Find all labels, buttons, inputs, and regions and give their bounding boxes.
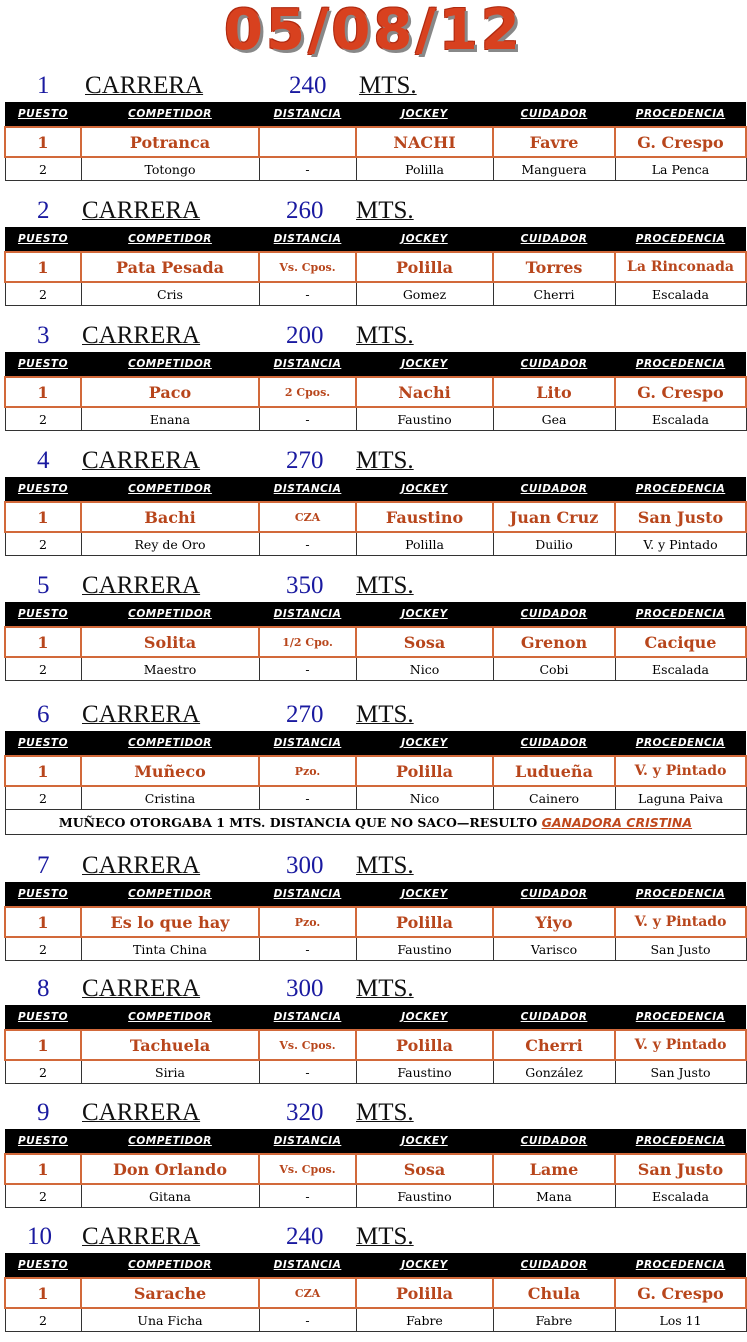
runner-up-cell-distancia: -	[259, 407, 356, 431]
winner-row	[5, 127, 746, 157]
column-header-competidor: COMPETIDOR	[81, 731, 259, 756]
winner-cell-procedencia: Cacique	[615, 627, 746, 657]
runner-up-cell-distancia: -	[259, 937, 356, 961]
race-label: CARRERA	[82, 1223, 201, 1250]
race-distance: 300	[286, 852, 324, 879]
winner-cell-jockey: Polilla	[356, 756, 493, 786]
column-header-distancia: DISTANCIA	[259, 102, 356, 127]
race-header	[0, 850, 747, 882]
winner-cell-distancia: Vs. Cpos.	[259, 1154, 356, 1184]
winner-cell-cuidador: Favre	[493, 127, 615, 157]
results-table	[4, 477, 747, 556]
column-header-puesto: PUESTO	[5, 1129, 81, 1154]
race-label: CARRERA	[82, 197, 201, 224]
runner-up-row	[5, 157, 746, 181]
winner-cell-puesto: 1	[5, 127, 81, 157]
winner-cell-cuidador: Cherri	[493, 1030, 615, 1060]
winner-cell-puesto: 1	[5, 1154, 81, 1184]
race-distance-unit: MTS.	[356, 701, 414, 728]
winner-cell-jockey: Sosa	[356, 1154, 493, 1184]
winner-row	[5, 627, 746, 657]
winner-row	[5, 1154, 746, 1184]
winner-cell-procedencia: G. Crespo	[615, 1278, 746, 1308]
winner-cell-competidor: Don Orlando	[81, 1154, 259, 1184]
winner-cell-puesto: 1	[5, 907, 81, 937]
runner-up-cell-competidor: Una Ficha	[81, 1308, 259, 1332]
column-header-procedencia: PROCEDENCIA	[615, 731, 746, 756]
race-distance: 300	[286, 975, 324, 1002]
results-table	[4, 602, 747, 681]
race-distance: 270	[286, 701, 324, 728]
results-table	[4, 1253, 747, 1332]
header-row	[5, 477, 746, 502]
race-distance: 200	[286, 322, 324, 349]
column-header-jockey: JOCKEY	[356, 1005, 493, 1030]
winner-cell-competidor: Solita	[81, 627, 259, 657]
note-text: MUÑECO OTORGABA 1 MTS. DISTANCIA QUE NO SACO—RESULTO	[58, 814, 542, 830]
runner-up-row	[5, 657, 746, 681]
race-section	[0, 570, 747, 677]
runner-up-cell-competidor: Maestro	[81, 657, 259, 681]
winner-cell-distancia: CZA	[259, 502, 356, 532]
race-label: CARRERA	[82, 852, 201, 879]
race-section	[0, 195, 747, 302]
runner-up-row	[5, 407, 746, 431]
column-header-puesto: PUESTO	[5, 602, 81, 627]
column-header-puesto: PUESTO	[5, 102, 81, 127]
runner-up-row	[5, 786, 746, 810]
runner-up-cell-competidor: Rey de Oro	[81, 532, 259, 556]
column-header-distancia: DISTANCIA	[259, 477, 356, 502]
runner-up-cell-distancia: -	[259, 1060, 356, 1084]
column-header-procedencia: PROCEDENCIA	[615, 1253, 746, 1278]
winner-cell-jockey: NACHI	[356, 127, 493, 157]
runner-up-cell-cuidador: Duilio	[493, 532, 615, 556]
winner-cell-procedencia: V. y Pintado	[615, 756, 746, 786]
winner-cell-competidor: Bachi	[81, 502, 259, 532]
runner-up-cell-cuidador: Cherri	[493, 282, 615, 306]
column-header-procedencia: PROCEDENCIA	[615, 602, 746, 627]
runner-up-cell-distancia: -	[259, 532, 356, 556]
winner-cell-competidor: Es lo que hay	[81, 907, 259, 937]
column-header-competidor: COMPETIDOR	[81, 227, 259, 252]
runner-up-cell-procedencia: Escalada	[615, 657, 746, 681]
column-header-cuidador: CUIDADOR	[493, 352, 615, 377]
winner-row	[5, 1030, 746, 1060]
winner-cell-cuidador: Lito	[493, 377, 615, 407]
header-row	[5, 352, 746, 377]
race-label: CARRERA	[82, 701, 201, 728]
race-distance-unit: MTS.	[356, 1099, 414, 1126]
winner-cell-distancia: 1/2 Cpo.	[259, 627, 356, 657]
runner-up-cell-jockey: Faustino	[356, 407, 493, 431]
race-header	[0, 1221, 747, 1253]
runner-up-cell-cuidador: Cobi	[493, 657, 615, 681]
race-distance: 270	[286, 447, 324, 474]
race-distance: 350	[286, 572, 324, 599]
column-header-cuidador: CUIDADOR	[493, 882, 615, 907]
runner-up-cell-jockey: Polilla	[356, 157, 493, 181]
winner-cell-procedencia: San Justo	[615, 1154, 746, 1184]
winner-row	[5, 502, 746, 532]
runner-up-cell-competidor: Tinta China	[81, 937, 259, 961]
results-table	[4, 352, 747, 431]
race-distance-unit: MTS.	[359, 72, 417, 99]
runner-up-cell-procedencia: Escalada	[615, 282, 746, 306]
runner-up-cell-cuidador: Varisco	[493, 937, 615, 961]
winner-cell-procedencia: San Justo	[615, 502, 746, 532]
runner-up-cell-puesto: 2	[5, 657, 81, 681]
column-header-procedencia: PROCEDENCIA	[615, 882, 746, 907]
results-table	[4, 102, 747, 181]
results-table	[4, 1129, 747, 1208]
winner-cell-cuidador: Yiyo	[493, 907, 615, 937]
winner-cell-competidor: Paco	[81, 377, 259, 407]
page-title: 05/08/12	[224, 0, 523, 63]
race-number: 1	[37, 72, 50, 99]
column-header-puesto: PUESTO	[5, 352, 81, 377]
winner-cell-procedencia: G. Crespo	[615, 377, 746, 407]
race-label: CARRERA	[82, 975, 201, 1002]
column-header-puesto: PUESTO	[5, 882, 81, 907]
race-label: CARRERA	[82, 447, 201, 474]
winner-cell-distancia: Pzo.	[259, 907, 356, 937]
column-header-procedencia: PROCEDENCIA	[615, 102, 746, 127]
runner-up-cell-competidor: Cris	[81, 282, 259, 306]
runner-up-cell-cuidador: Fabre	[493, 1308, 615, 1332]
runner-up-cell-procedencia: V. y Pintado	[615, 532, 746, 556]
winner-cell-competidor: Muñeco	[81, 756, 259, 786]
note-highlight: GANADORA CRISTINA	[541, 814, 693, 830]
column-header-distancia: DISTANCIA	[259, 1005, 356, 1030]
runner-up-cell-competidor: Cristina	[81, 786, 259, 810]
runner-up-cell-distancia: -	[259, 786, 356, 810]
winner-cell-competidor: Tachuela	[81, 1030, 259, 1060]
runner-up-cell-jockey: Nico	[356, 786, 493, 810]
winner-cell-cuidador: Grenon	[493, 627, 615, 657]
runner-up-cell-procedencia: San Justo	[615, 937, 746, 961]
race-number: 6	[37, 701, 50, 728]
winner-row	[5, 1278, 746, 1308]
runner-up-cell-cuidador: Manguera	[493, 157, 615, 181]
winner-row	[5, 756, 746, 786]
winner-cell-distancia: CZA	[259, 1278, 356, 1308]
column-header-distancia: DISTANCIA	[259, 227, 356, 252]
runner-up-cell-competidor: Gitana	[81, 1184, 259, 1208]
column-header-distancia: DISTANCIA	[259, 352, 356, 377]
runner-up-cell-procedencia: Escalada	[615, 1184, 746, 1208]
runner-up-cell-jockey: Faustino	[356, 937, 493, 961]
runner-up-cell-competidor: Siria	[81, 1060, 259, 1084]
note-row	[5, 810, 746, 835]
runner-up-cell-cuidador: Gea	[493, 407, 615, 431]
winner-cell-jockey: Nachi	[356, 377, 493, 407]
column-header-cuidador: CUIDADOR	[493, 477, 615, 502]
winner-cell-jockey: Faustino	[356, 502, 493, 532]
runner-up-cell-distancia: -	[259, 282, 356, 306]
column-header-cuidador: CUIDADOR	[493, 731, 615, 756]
header-row	[5, 102, 746, 127]
column-header-jockey: JOCKEY	[356, 1253, 493, 1278]
race-number: 10	[27, 1223, 52, 1250]
column-header-cuidador: CUIDADOR	[493, 602, 615, 627]
runner-up-cell-jockey: Nico	[356, 657, 493, 681]
column-header-puesto: PUESTO	[5, 731, 81, 756]
runner-up-row	[5, 1308, 746, 1332]
header-row	[5, 1005, 746, 1030]
race-section	[0, 70, 747, 177]
runner-up-cell-puesto: 2	[5, 407, 81, 431]
runner-up-cell-procedencia: La Penca	[615, 157, 746, 181]
race-section	[0, 1221, 747, 1328]
winner-row	[5, 377, 746, 407]
race-section	[0, 850, 747, 957]
runner-up-row	[5, 1060, 746, 1084]
race-number: 2	[37, 197, 50, 224]
runner-up-cell-jockey: Fabre	[356, 1308, 493, 1332]
column-header-jockey: JOCKEY	[356, 352, 493, 377]
column-header-puesto: PUESTO	[5, 1253, 81, 1278]
race-header	[0, 973, 747, 1005]
winner-cell-puesto: 1	[5, 627, 81, 657]
winner-cell-competidor: Pata Pesada	[81, 252, 259, 282]
runner-up-cell-competidor: Totongo	[81, 157, 259, 181]
winner-cell-jockey: Polilla	[356, 1278, 493, 1308]
winner-cell-cuidador: Lame	[493, 1154, 615, 1184]
runner-up-cell-distancia: -	[259, 1184, 356, 1208]
winner-cell-distancia: Vs. Cpos.	[259, 252, 356, 282]
race-number: 9	[37, 1099, 50, 1126]
winner-cell-distancia: 2 Cpos.	[259, 377, 356, 407]
runner-up-cell-jockey: Gomez	[356, 282, 493, 306]
column-header-procedencia: PROCEDENCIA	[615, 227, 746, 252]
column-header-jockey: JOCKEY	[356, 1129, 493, 1154]
race-label: CARRERA	[82, 322, 201, 349]
winner-cell-puesto: 1	[5, 1278, 81, 1308]
column-header-distancia: DISTANCIA	[259, 882, 356, 907]
column-header-jockey: JOCKEY	[356, 882, 493, 907]
race-distance-unit: MTS.	[356, 322, 414, 349]
race-distance-unit: MTS.	[356, 975, 414, 1002]
column-header-competidor: COMPETIDOR	[81, 1129, 259, 1154]
winner-cell-competidor: Sarache	[81, 1278, 259, 1308]
winner-cell-puesto: 1	[5, 377, 81, 407]
race-label: CARRERA	[82, 572, 201, 599]
column-header-distancia: DISTANCIA	[259, 1253, 356, 1278]
runner-up-cell-puesto: 2	[5, 282, 81, 306]
column-header-distancia: DISTANCIA	[259, 731, 356, 756]
column-header-jockey: JOCKEY	[356, 227, 493, 252]
results-table	[4, 227, 747, 306]
race-label: CARRERA	[85, 72, 204, 99]
winner-cell-procedencia: G. Crespo	[615, 127, 746, 157]
winner-cell-distancia	[259, 127, 356, 157]
column-header-procedencia: PROCEDENCIA	[615, 352, 746, 377]
column-header-competidor: COMPETIDOR	[81, 1005, 259, 1030]
race-header	[0, 70, 747, 102]
winner-row	[5, 907, 746, 937]
race-distance: 240	[286, 1223, 324, 1250]
runner-up-cell-competidor: Enana	[81, 407, 259, 431]
runner-up-cell-puesto: 2	[5, 532, 81, 556]
column-header-cuidador: CUIDADOR	[493, 1005, 615, 1030]
results-table	[4, 731, 747, 835]
race-distance-unit: MTS.	[356, 197, 414, 224]
column-header-cuidador: CUIDADOR	[493, 227, 615, 252]
winner-cell-jockey: Sosa	[356, 627, 493, 657]
race-number: 5	[37, 572, 50, 599]
header-row	[5, 1253, 746, 1278]
winner-cell-distancia: Vs. Cpos.	[259, 1030, 356, 1060]
race-header	[0, 699, 747, 731]
column-header-procedencia: PROCEDENCIA	[615, 1005, 746, 1030]
winner-cell-jockey: Polilla	[356, 907, 493, 937]
race-number: 8	[37, 975, 50, 1002]
winner-cell-puesto: 1	[5, 252, 81, 282]
column-header-puesto: PUESTO	[5, 477, 81, 502]
race-header	[0, 195, 747, 227]
race-distance-unit: MTS.	[356, 852, 414, 879]
race-distance: 260	[286, 197, 324, 224]
runner-up-cell-distancia: -	[259, 1308, 356, 1332]
column-header-distancia: DISTANCIA	[259, 1129, 356, 1154]
runner-up-row	[5, 282, 746, 306]
column-header-cuidador: CUIDADOR	[493, 1253, 615, 1278]
runner-up-cell-cuidador: Mana	[493, 1184, 615, 1208]
runner-up-cell-puesto: 2	[5, 786, 81, 810]
runner-up-cell-distancia: -	[259, 157, 356, 181]
winner-cell-puesto: 1	[5, 756, 81, 786]
winner-cell-procedencia: La Rinconada	[615, 252, 746, 282]
race-header	[0, 1097, 747, 1129]
header-row	[5, 731, 746, 756]
race-section	[0, 699, 747, 830]
race-distance-unit: MTS.	[356, 1223, 414, 1250]
column-header-procedencia: PROCEDENCIA	[615, 1129, 746, 1154]
runner-up-cell-procedencia: Escalada	[615, 407, 746, 431]
winner-cell-jockey: Polilla	[356, 252, 493, 282]
column-header-procedencia: PROCEDENCIA	[615, 477, 746, 502]
race-label: CARRERA	[82, 1099, 201, 1126]
race-note	[5, 810, 746, 835]
column-header-competidor: COMPETIDOR	[81, 477, 259, 502]
column-header-competidor: COMPETIDOR	[81, 1253, 259, 1278]
race-section	[0, 445, 747, 552]
runner-up-cell-procedencia: Laguna Paiva	[615, 786, 746, 810]
header-row	[5, 227, 746, 252]
race-header	[0, 570, 747, 602]
winner-cell-puesto: 1	[5, 1030, 81, 1060]
runner-up-cell-jockey: Faustino	[356, 1060, 493, 1084]
winner-cell-puesto: 1	[5, 502, 81, 532]
race-header	[0, 445, 747, 477]
race-section	[0, 1097, 747, 1204]
column-header-competidor: COMPETIDOR	[81, 882, 259, 907]
runner-up-cell-procedencia: Los 11	[615, 1308, 746, 1332]
column-header-jockey: JOCKEY	[356, 602, 493, 627]
column-header-competidor: COMPETIDOR	[81, 352, 259, 377]
winner-cell-jockey: Polilla	[356, 1030, 493, 1060]
race-distance: 320	[286, 1099, 324, 1126]
header-row	[5, 882, 746, 907]
runner-up-cell-puesto: 2	[5, 1308, 81, 1332]
runner-up-cell-puesto: 2	[5, 1184, 81, 1208]
winner-cell-cuidador: Juan Cruz	[493, 502, 615, 532]
race-distance-unit: MTS.	[356, 447, 414, 474]
runner-up-row	[5, 937, 746, 961]
race-distance: 240	[289, 72, 327, 99]
column-header-distancia: DISTANCIA	[259, 602, 356, 627]
runner-up-row	[5, 532, 746, 556]
winner-cell-cuidador: Ludueña	[493, 756, 615, 786]
results-table	[4, 1005, 747, 1084]
column-header-competidor: COMPETIDOR	[81, 102, 259, 127]
race-section	[0, 320, 747, 427]
runner-up-cell-puesto: 2	[5, 1060, 81, 1084]
race-section	[0, 973, 747, 1080]
race-distance-unit: MTS.	[356, 572, 414, 599]
runner-up-cell-procedencia: San Justo	[615, 1060, 746, 1084]
runner-up-cell-distancia: -	[259, 657, 356, 681]
column-header-competidor: COMPETIDOR	[81, 602, 259, 627]
race-number: 4	[37, 447, 50, 474]
winner-cell-procedencia: V. y Pintado	[615, 1030, 746, 1060]
column-header-puesto: PUESTO	[5, 227, 81, 252]
winner-cell-procedencia: V. y Pintado	[615, 907, 746, 937]
runner-up-row	[5, 1184, 746, 1208]
winner-cell-distancia: Pzo.	[259, 756, 356, 786]
column-header-cuidador: CUIDADOR	[493, 1129, 615, 1154]
column-header-puesto: PUESTO	[5, 1005, 81, 1030]
runner-up-cell-jockey: Faustino	[356, 1184, 493, 1208]
column-header-jockey: JOCKEY	[356, 477, 493, 502]
runner-up-cell-jockey: Polilla	[356, 532, 493, 556]
column-header-jockey: JOCKEY	[356, 102, 493, 127]
winner-cell-competidor: Potranca	[81, 127, 259, 157]
header-row	[5, 1129, 746, 1154]
race-header	[0, 320, 747, 352]
race-number: 3	[37, 322, 50, 349]
runner-up-cell-puesto: 2	[5, 157, 81, 181]
winner-cell-cuidador: Chula	[493, 1278, 615, 1308]
column-header-jockey: JOCKEY	[356, 731, 493, 756]
column-header-cuidador: CUIDADOR	[493, 102, 615, 127]
runner-up-cell-puesto: 2	[5, 937, 81, 961]
race-number: 7	[37, 852, 50, 879]
results-table	[4, 882, 747, 961]
winner-cell-cuidador: Torres	[493, 252, 615, 282]
header-row	[5, 602, 746, 627]
runner-up-cell-cuidador: González	[493, 1060, 615, 1084]
winner-row	[5, 252, 746, 282]
runner-up-cell-cuidador: Cainero	[493, 786, 615, 810]
